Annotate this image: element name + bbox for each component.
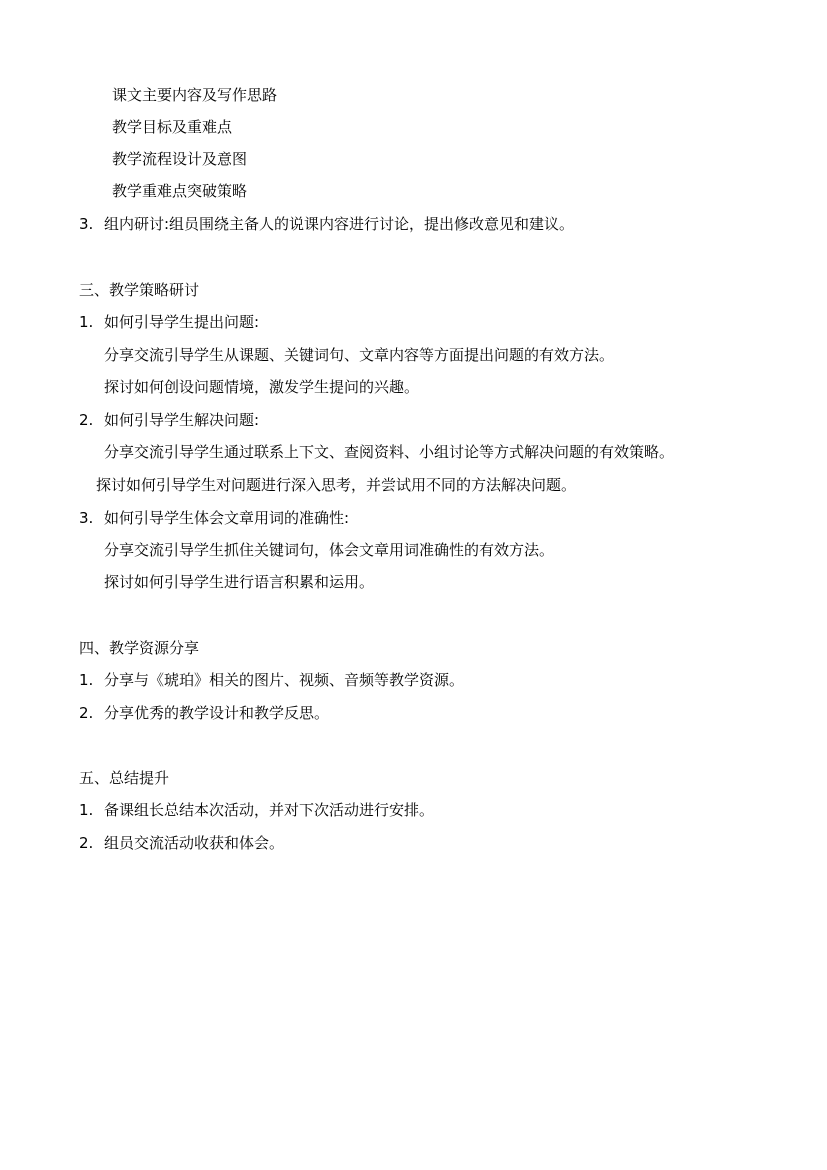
list-text: 备课组长总结本次活动，并对下次活动进行安排。 <box>104 801 435 819</box>
list-text: 如何引导学生解决问题: <box>104 411 260 429</box>
sub-item-process: 教学流程设计及意图 <box>112 150 248 168</box>
list-number: 3. <box>79 215 94 233</box>
list-item <box>0 833 827 853</box>
sub-item-strategy: 教学重难点突破策略 <box>112 182 248 200</box>
list-text: 组员交流活动收获和体会。 <box>104 834 285 852</box>
list-number: 3. <box>79 509 94 527</box>
section-heading: 五、总结提升 <box>79 769 170 787</box>
detail-line: 探讨如何引导学生对问题进行深入思考，并尝试用不同的方法解决问题。 <box>96 476 577 494</box>
list-item <box>0 410 827 430</box>
section-heading: 四、教学资源分享 <box>79 639 200 657</box>
list-item <box>0 703 827 723</box>
detail-line: 探讨如何创设问题情境，激发学生提问的兴趣。 <box>104 378 420 396</box>
list-item <box>0 670 827 690</box>
detail-line: 分享交流引导学生从课题、关键词句、文章内容等方面提出问题的有效方法。 <box>104 346 615 364</box>
detail-line: 分享交流引导学生抓住关键词句，体会文章用词准确性的有效方法。 <box>104 541 555 559</box>
list-text: 如何引导学生提出问题: <box>104 313 260 331</box>
list-text: 组内研讨:组员围绕主备人的说课内容进行讨论，提出修改意见和建议。 <box>104 215 575 233</box>
list-number: 1. <box>79 801 94 819</box>
detail-line: 探讨如何引导学生进行语言积累和运用。 <box>104 573 375 591</box>
list-item <box>0 214 827 234</box>
detail-line: 分享交流引导学生通过联系上下文、查阅资料、小组讨论等方式解决问题的有效策略。 <box>104 443 675 461</box>
list-text: 分享与《琥珀》相关的图片、视频、音频等教学资源。 <box>104 671 465 689</box>
list-item <box>0 312 827 332</box>
list-number: 2. <box>79 704 94 722</box>
list-item <box>0 800 827 820</box>
list-number: 2. <box>79 411 94 429</box>
sub-item-content: 课文主要内容及写作思路 <box>112 86 278 104</box>
list-item <box>0 508 827 528</box>
sub-item-goals: 教学目标及重难点 <box>112 118 233 136</box>
list-number: 1. <box>79 671 94 689</box>
list-number: 2. <box>79 834 94 852</box>
list-text: 分享优秀的教学设计和教学反思。 <box>104 704 330 722</box>
section-heading: 三、教学策略研讨 <box>79 281 200 299</box>
list-text: 如何引导学生体会文章用词的准确性: <box>104 509 350 527</box>
list-number: 1. <box>79 313 94 331</box>
